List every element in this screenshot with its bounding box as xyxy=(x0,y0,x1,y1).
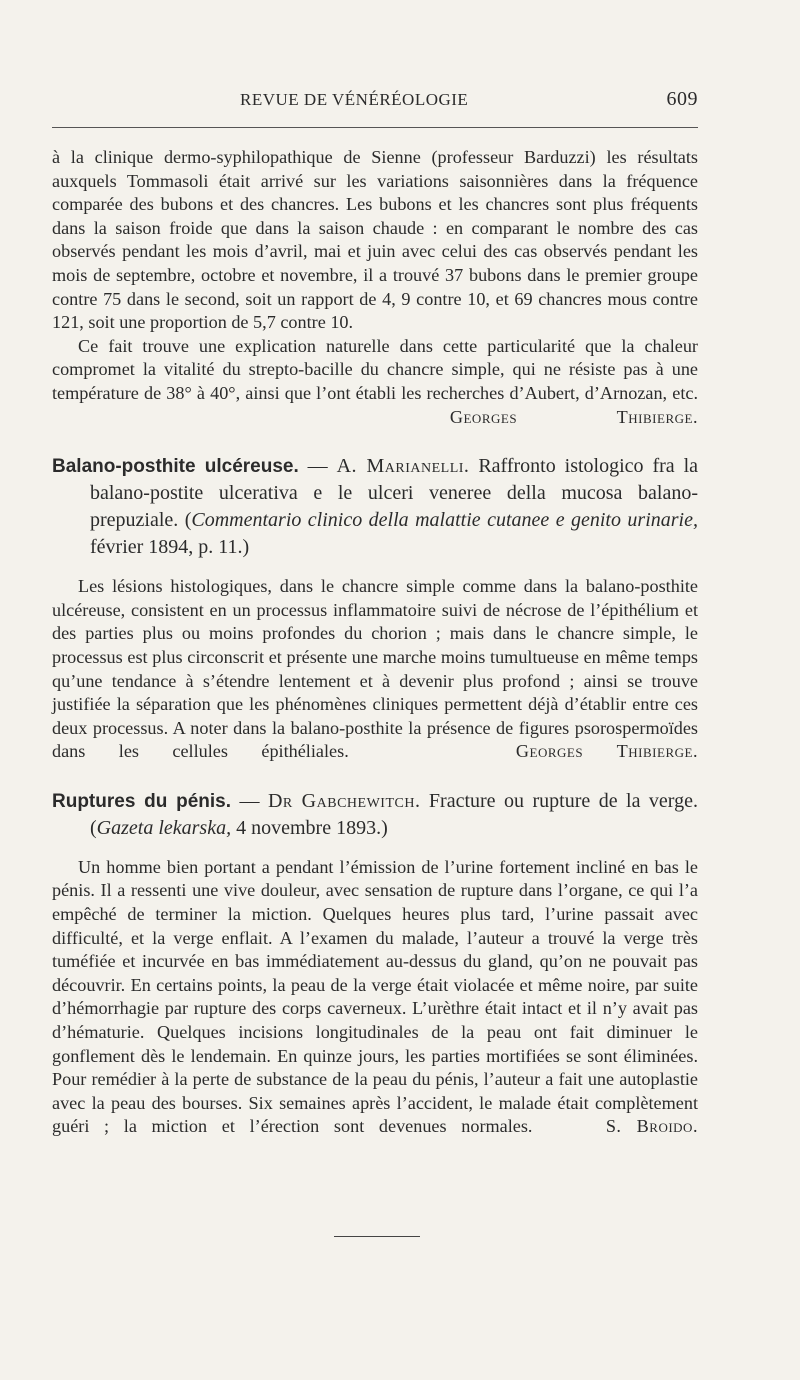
signature: Georges Thibierge. xyxy=(449,406,699,427)
journal-title: Gazeta lekarska, xyxy=(96,816,232,839)
continuation-paragraph-2 xyxy=(52,335,698,429)
article-title: Balano-posthite ulcéreuse. xyxy=(52,456,299,478)
spacer xyxy=(52,561,698,575)
journal-title: Commentario clinico della malattie cutanee e genito urinarie, xyxy=(191,509,698,532)
signature: Georges Thibierge. xyxy=(515,741,698,762)
heading-dash: — xyxy=(298,455,337,478)
article-reference: Raffronto istologico fra la balano-postite ulcerativa e le ulceri veneree della mucosa balano-prepuziale. ( xyxy=(90,455,698,532)
continuation-paragraph: à la clinique dermo-syphilopathique de Sienne (professeur Barduzzi) les résultats auxquels Tommasoli était arrivé sur les variations saisonnières dans la fréquence comparée des bubons et des chancres. Les bubons et les chancres sont plus fréquents dans la saison froide que dans la saison chaude : en comparant le nombre des cas observés pendant les mois d’avril, mai et juin avec celui des cas observés pendant les mois de septembre, octobre et novembre, il a trouvé 37 bubons dans le premier groupe contre 75 dans le second, soit un rapport de 4, 9 contre 10, et 69 chancres mous contre 121, soit une proportion de 5,7 contre 10. xyxy=(52,147,698,333)
article-body xyxy=(52,856,698,1139)
article-heading xyxy=(52,788,698,842)
article-title: Ruptures du pénis. xyxy=(52,790,231,812)
end-rule xyxy=(334,1236,420,1237)
page-number: 609 xyxy=(666,88,698,110)
signature: S. Broido. xyxy=(605,1116,698,1137)
article-body-text: Les lésions histologiques, dans le chancre simple comme dans la balano-posthite ulcéreuse, consistent en un processus inflammatoire suivi de nécrose de l’épithélium et des parties plus ou moins profondes du chorion ; mais dans le chancre simple, le processus est plus circonscrit et présente une marche moins tumultueuse en même temps qu’une tendance à s’étendre lentement et à devenir plus profond ; ainsi se trouve justifiée la séparation que les phénomènes cliniques permettent déjà d’établir entre ces deux processus. A noter dans la balano-posthite la présence de figures psorospermoïdes dans les cellules épithéliales. xyxy=(52,576,698,762)
running-head-title: REVUE DE VÉNÉRÉOLOGIE xyxy=(240,90,469,109)
article-author: Dr Gabchewitch. xyxy=(267,789,421,812)
page-body xyxy=(52,146,698,1139)
header-rule xyxy=(52,127,698,128)
publication-date: 4 novembre 1893.) xyxy=(231,816,388,839)
article-body xyxy=(52,575,698,764)
article-heading xyxy=(52,453,698,561)
article-author: A. Marianelli. xyxy=(336,455,470,478)
heading-dash: — xyxy=(231,789,268,812)
publication-date: février 1894, p. 11.) xyxy=(90,536,250,559)
article-reference: Fracture ou rupture de la verge. ( xyxy=(90,789,698,839)
continuation-paragraph-2-text: Ce fait trouve une explication naturelle dans cette particularité que la chaleur compromet la vitalité du strepto-bacille du chancre simple, qui ne résiste pas à une température de 38° à 40°, ainsi que l’ont établi les recherches d’Aubert, d’Arnozan, etc. xyxy=(52,335,698,403)
spacer xyxy=(52,842,698,856)
running-head xyxy=(52,90,698,114)
article-body-text: Un homme bien portant a pendant l’émission de l’urine fortement incliné en bas le pénis. Il a ressenti une vive douleur, avec sensation de rupture dans l’organe, ce qui l’a empêché de terminer la miction. Quelques heures plus tard, l’urine passait avec difficulté, et la verge enflait. A l’examen du malade, l’auteur a trouvé la verge très tuméfiée et incurvée en bas immédiatement au-dessus du gland, qu’on ne pouvait pas découvrir. En certains points, la peau de la verge était violacée et même noire, par suite d’hémorrhagie par rupture des corps caverneux. L’urèthre était intact et il n’y avait pas d’hématurie. Quelques incisions longitudinales de la peau ont fait diminuer le gonflement dès le lendemain. En quinze jours, les parties mortifiées se sont éliminées. Pour remédier à la perte de substance de la peau du pénis, l’auteur a fait une autoplastie avec la peau des bourses. Six semaines après l’accident, le malade était complètement guéri ; la miction et l’érection sont devenues normales. xyxy=(52,856,698,1137)
